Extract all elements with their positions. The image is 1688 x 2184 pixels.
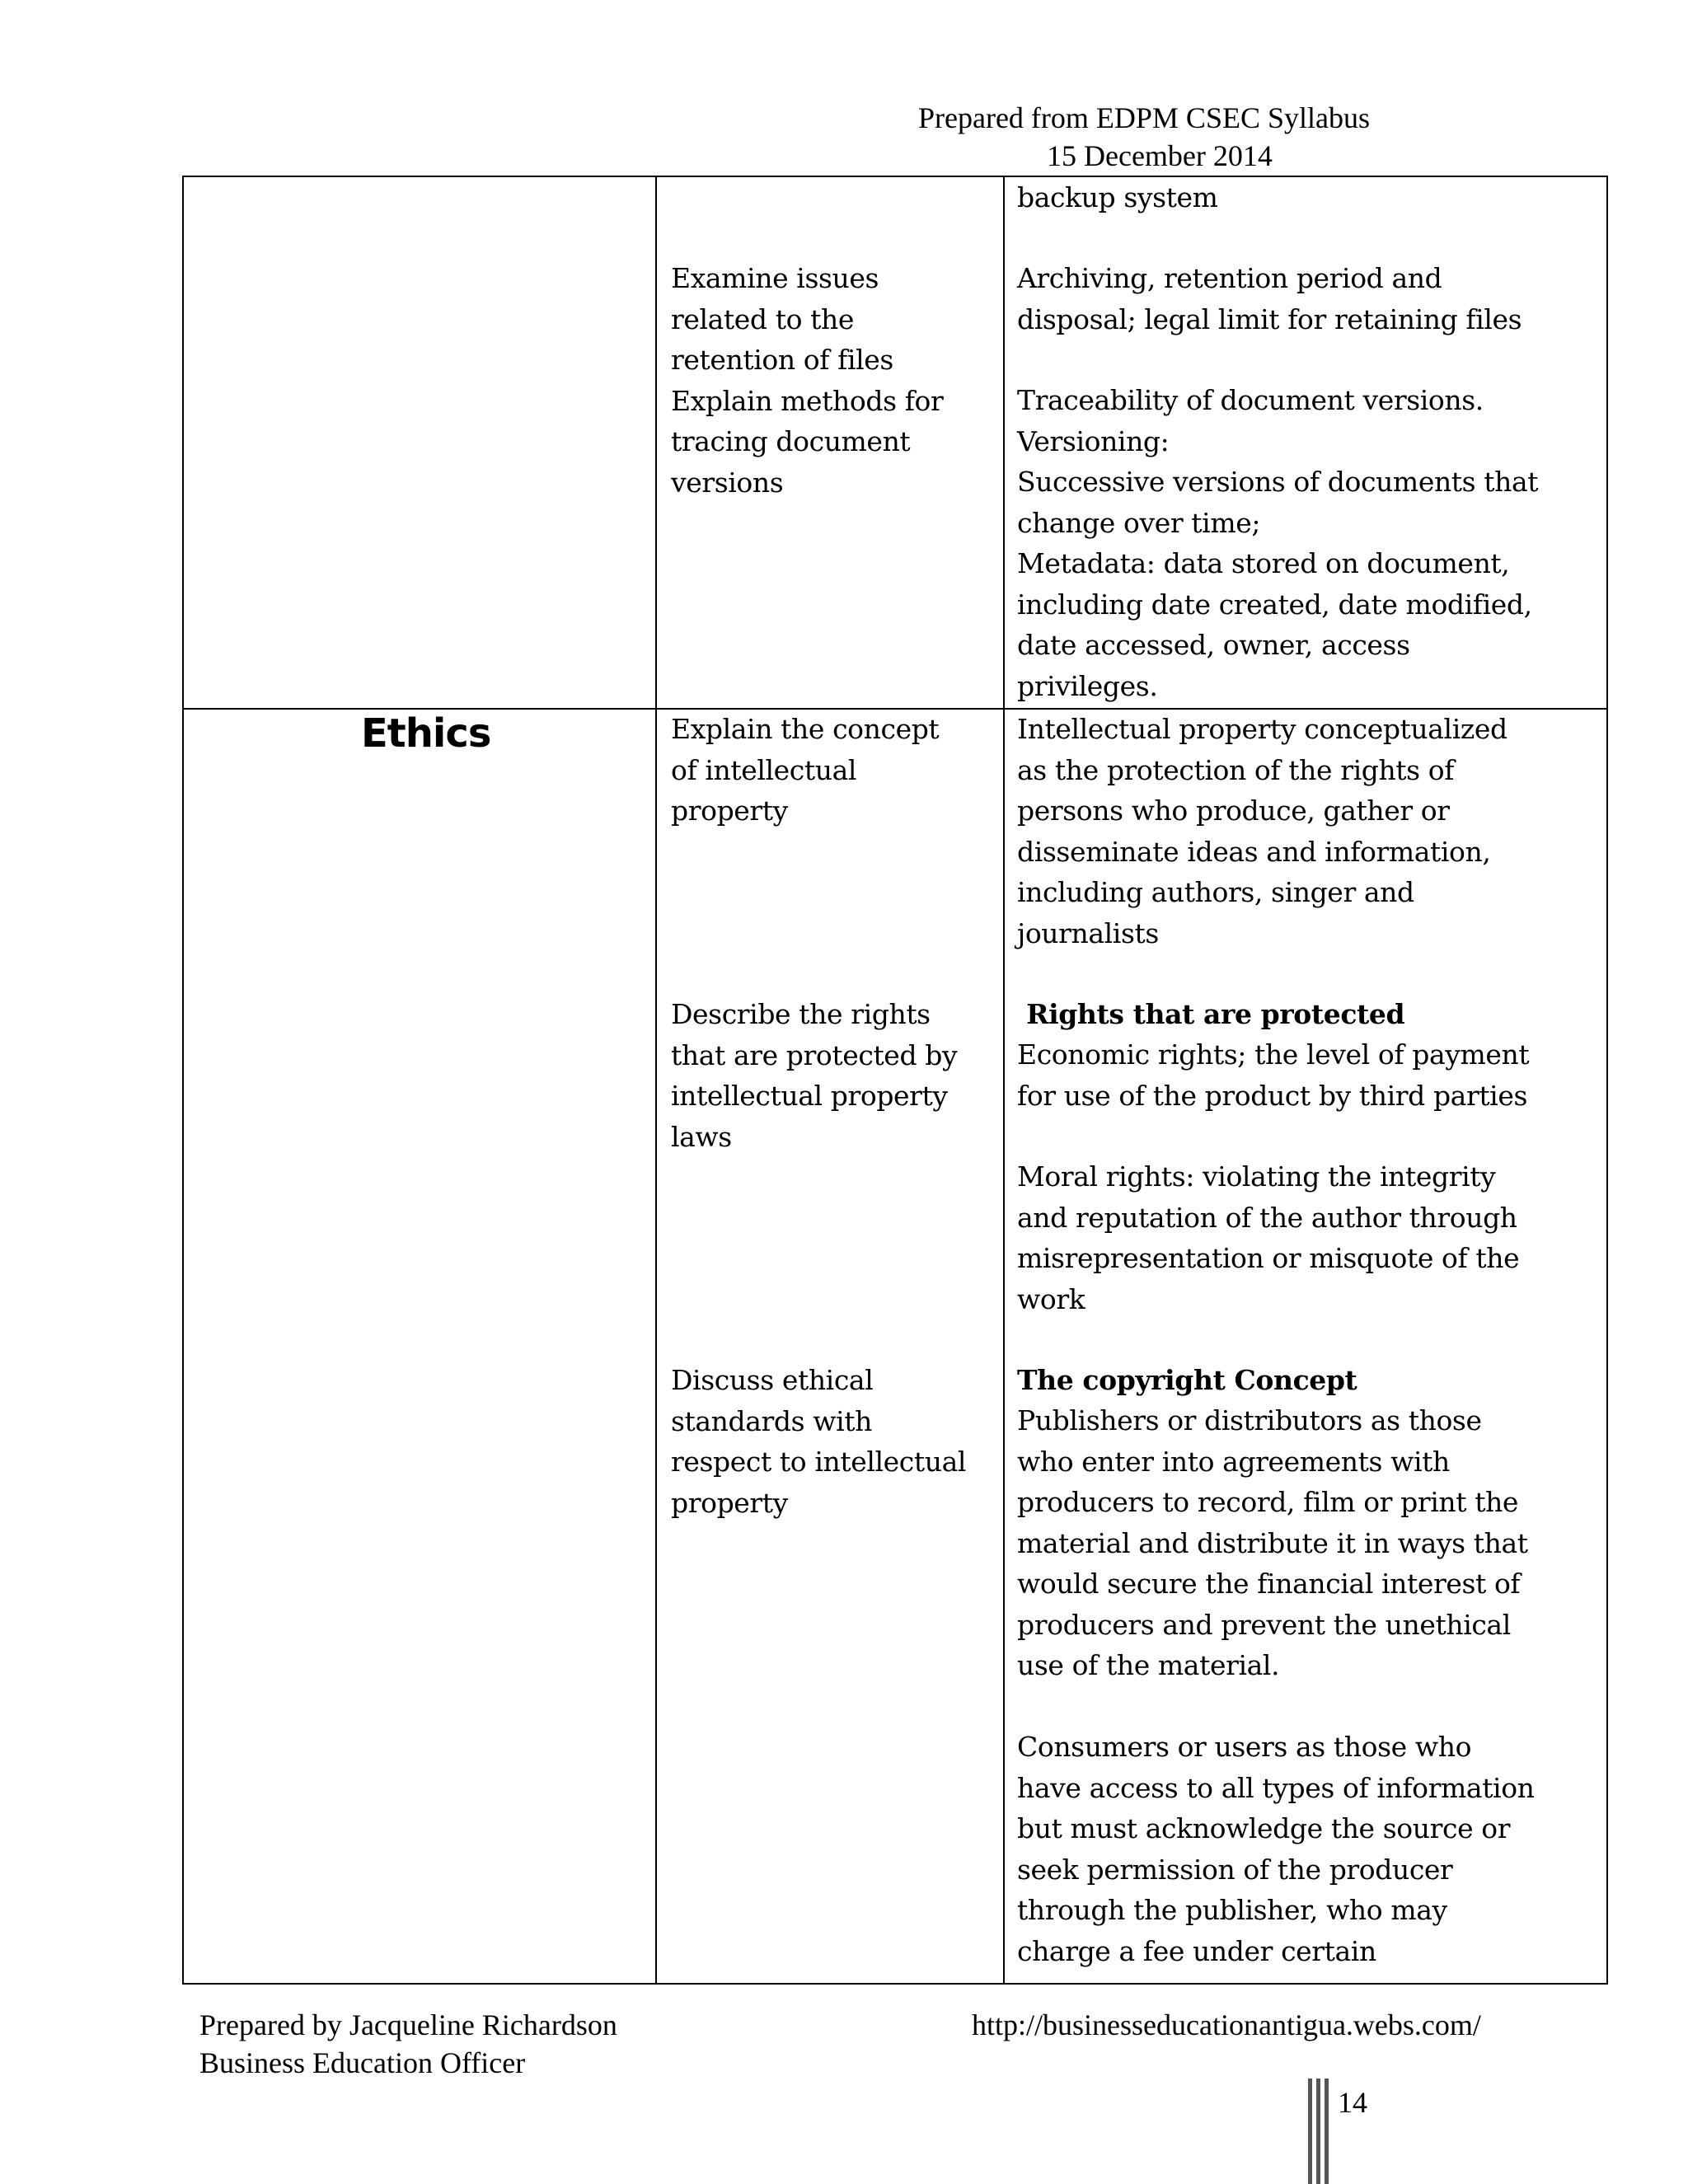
objective-ethical-standards: Discuss ethical standards with respect to intellectual property: [671, 1364, 967, 1519]
table-border-right: [1606, 176, 1608, 1985]
content-moral-rights: Moral rights: violating the integrity and reputation of the author through misrepresentation or misquote of the work: [1017, 1160, 1520, 1315]
footer-author-name: Prepared by Jacqueline Richardson: [199, 2008, 617, 2041]
page-number: 14: [1338, 2086, 1367, 2119]
footer-author-title: Business Education Officer: [199, 2046, 526, 2079]
objective-rights-protected: Describe the rights that are protected by intellectual property laws: [671, 998, 958, 1153]
table-border-left: [182, 176, 184, 1985]
objective-retention-and-versions: Examine issues related to the retention of files Explain methods for tracing document versions: [671, 262, 944, 499]
content-economic-rights: Economic rights; the level of payment for use of the product by third parties: [1017, 1038, 1530, 1112]
content-ip-concept: Intellectual property conceptualized as the protection of the rights of persons who produce, gather or disseminate ideas and information, including authors, singer and journalists: [1017, 713, 1507, 949]
header-date: 15 December 2014: [1047, 139, 1273, 172]
content-consumers: Consumers or users as those who have access to all types of information but must acknowledge the source or seek permission of the producer through the publisher, who may charge a fee under certain: [1017, 1731, 1535, 1967]
heading-rights-protected: Rights that are protected: [1017, 998, 1405, 1030]
footer-url[interactable]: http://businesseducationantigua.webs.com/: [972, 2008, 1481, 2041]
content-publishers: Publishers or distributors as those who enter into agreements with producers to record, film or print the material and distribute it in ways that would secure the financial interest of producers and prevent the unethical use of the material.: [1017, 1404, 1528, 1681]
objective-intellectual-property: Explain the concept of intellectual property: [671, 713, 940, 827]
table-border-top: [182, 176, 1608, 177]
content-traceability: Traceability of document versions. Versioning: Successive versions of documents that change over time; Metadata: data stored on document, including date created, date modified, date accessed, owner, access privileges.: [1017, 384, 1539, 702]
footer-author: [199, 2006, 617, 2082]
header-title: Prepared from EDPM CSEC Syllabus: [918, 101, 1370, 134]
topic-ethics: Ethics: [361, 710, 491, 757]
heading-copyright-concept: The copyright Concept: [1017, 1364, 1357, 1396]
column-divider-1: [655, 176, 657, 1985]
table-border-bottom: [182, 1983, 1608, 1985]
content-archiving: Archiving, retention period and disposal; legal limit for retaining files: [1017, 262, 1522, 335]
column-divider-2: [1003, 176, 1005, 1985]
content-backup-system: backup system: [1017, 181, 1218, 213]
syllabus-table: [182, 176, 1608, 1985]
